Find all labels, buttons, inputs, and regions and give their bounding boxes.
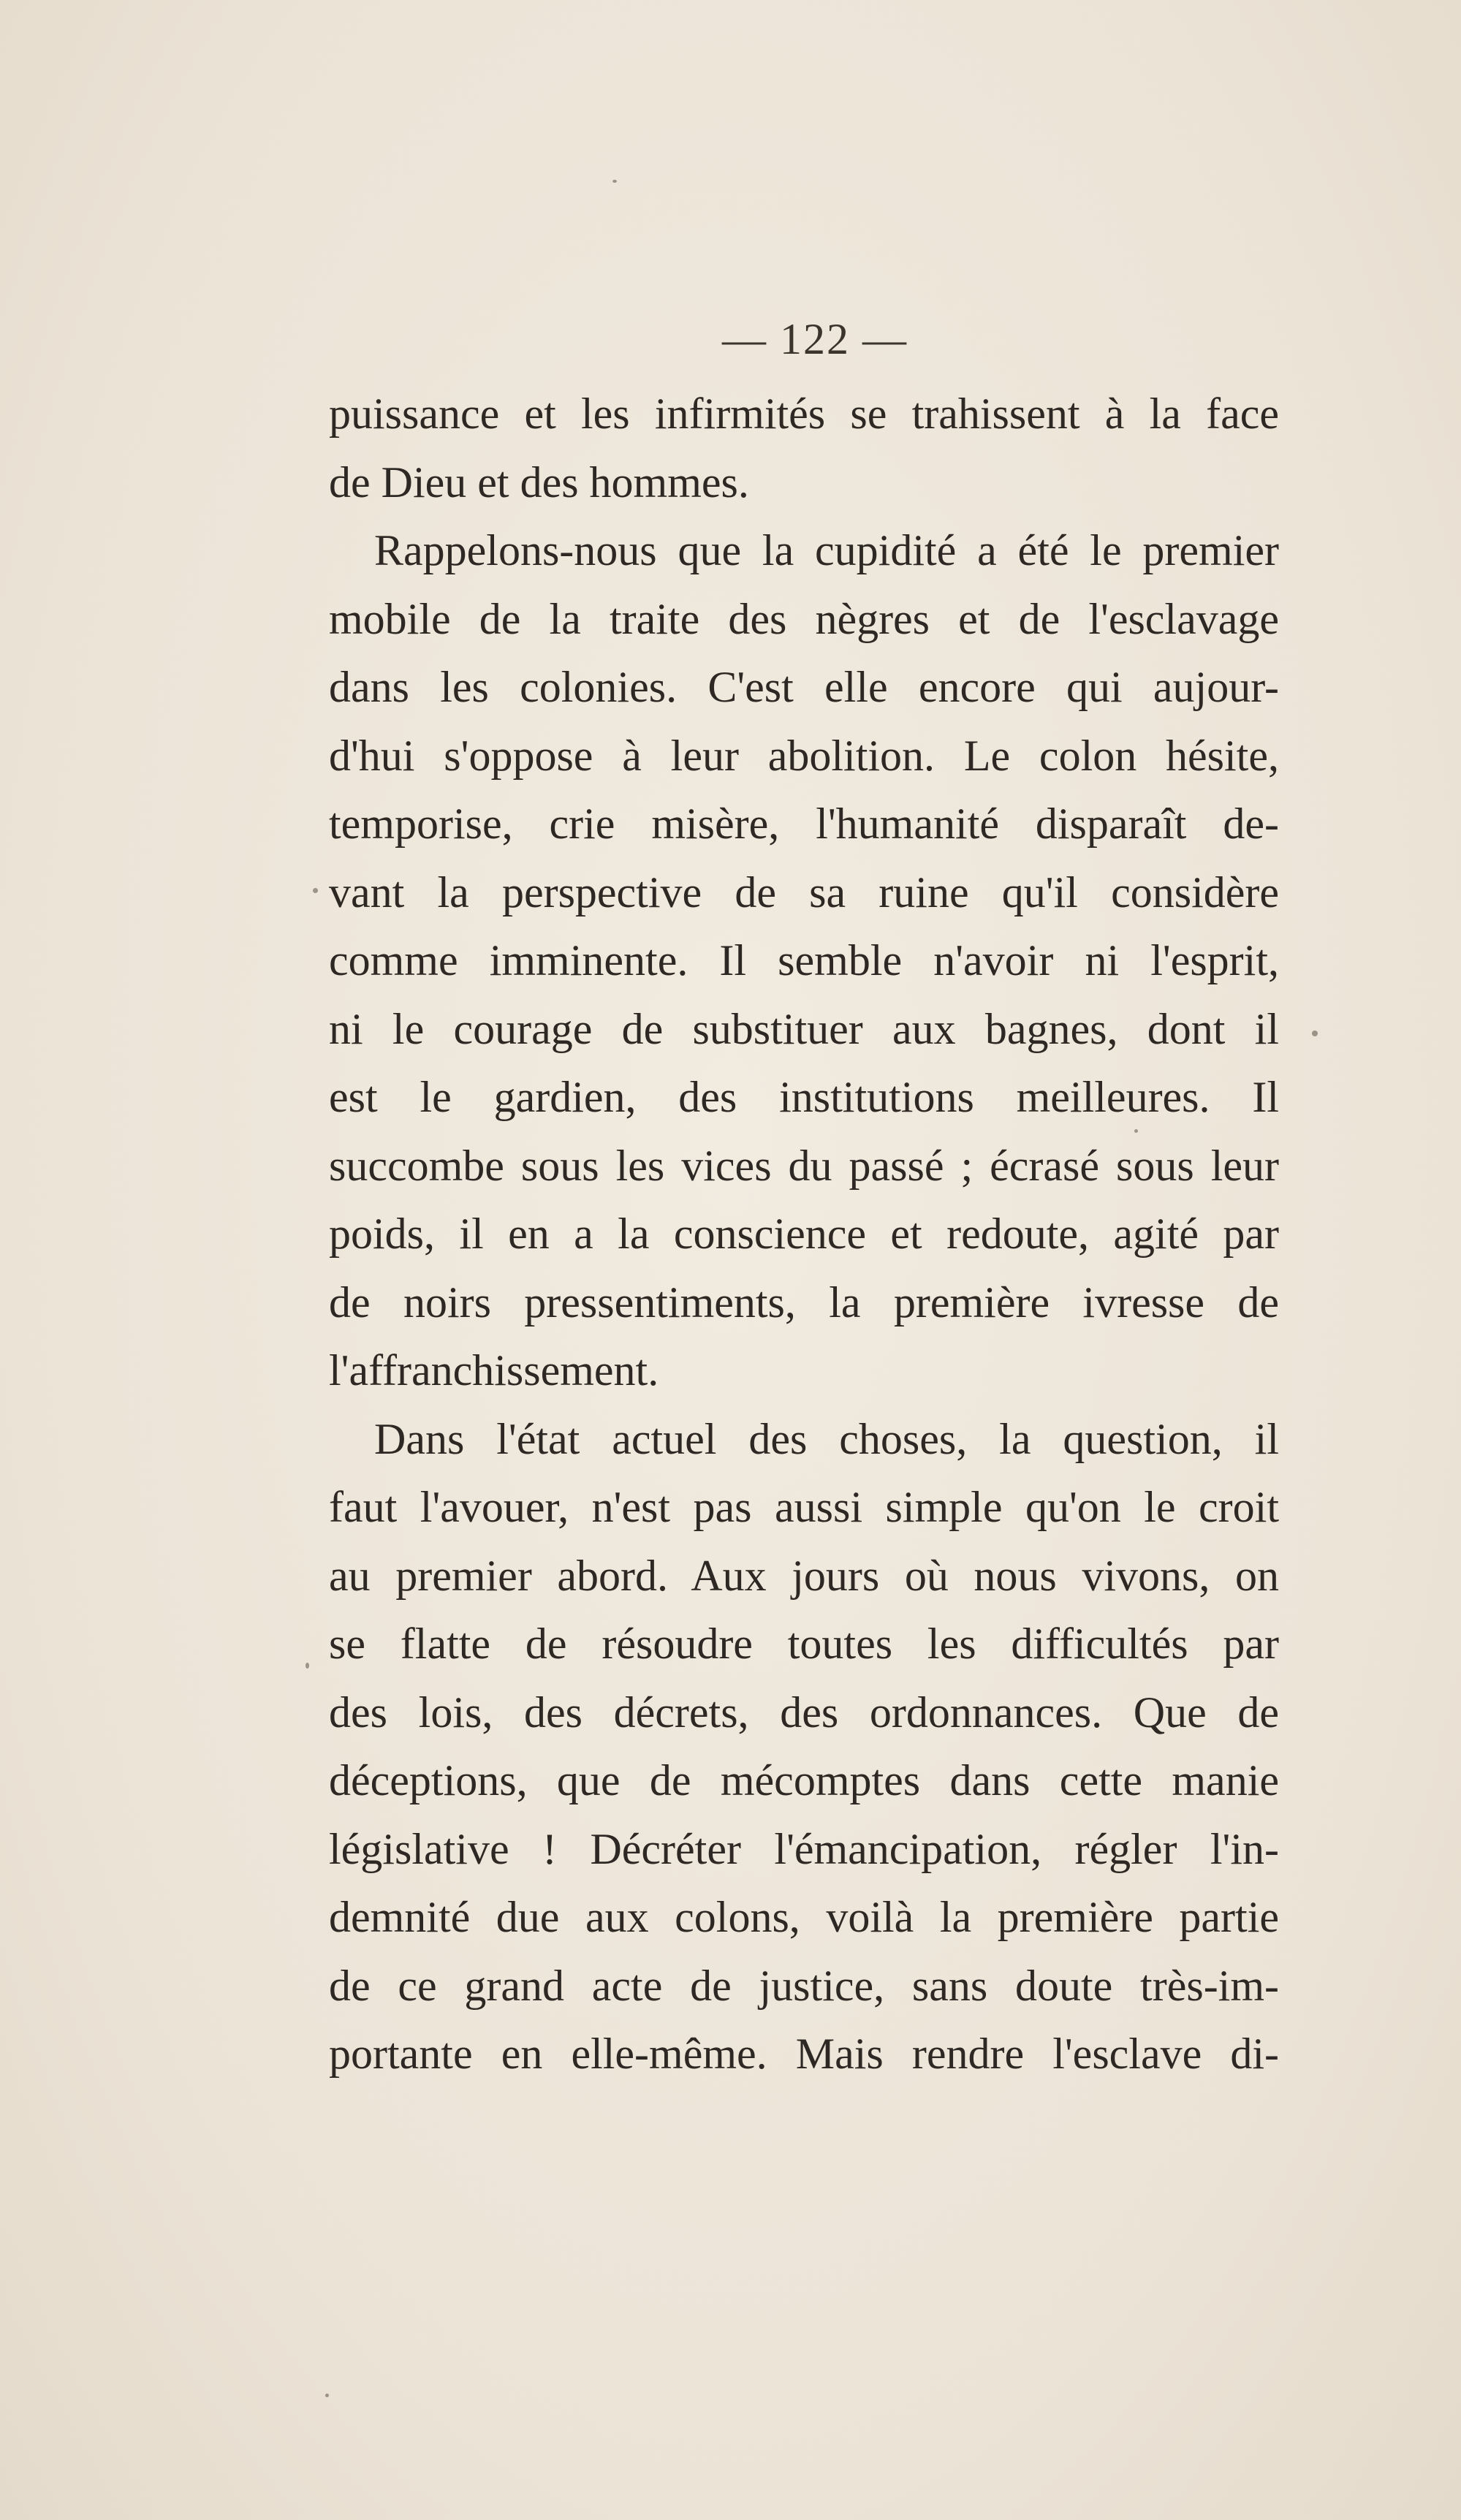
text-line: dans les colonies. C'est elle encore qui aujour- xyxy=(329,663,1279,711)
text-line: déceptions, que de mécomptes dans cette manie xyxy=(329,1756,1279,1804)
text-line: d'hui s'oppose à leur abolition. Le colon hésite, xyxy=(329,731,1279,780)
text-line: Dans l'état actuel des choses, la question, il xyxy=(374,1414,1279,1463)
text-line: succombe sous les vices du passé ; écrasé sous leur xyxy=(329,1141,1279,1190)
text-line: des lois, des décrets, des ordonnances. Que de xyxy=(329,1688,1279,1737)
text-line: de noirs pressentiments, la première ivresse de xyxy=(329,1278,1279,1327)
text-line: se flatte de résoudre toutes les difficultés par xyxy=(329,1620,1279,1668)
paper-speck xyxy=(1312,1031,1318,1036)
paper-speck xyxy=(612,180,617,183)
paper-speck xyxy=(306,1663,309,1669)
text-line: demnité due aux colons, voilà la première partie xyxy=(329,1893,1279,1941)
text-line: de Dieu et des hommes. xyxy=(329,458,749,506)
body-text xyxy=(329,380,1279,2089)
page-number: — 122 — xyxy=(722,315,908,363)
text-line: puissance et les infirmités se trahissent à la face xyxy=(329,390,1279,438)
text-line: poids, il en a la conscience et redoute, agité par xyxy=(329,1210,1279,1258)
text-line: est le gardien, des institutions meilleures. Il xyxy=(329,1073,1279,1121)
text-line: comme imminente. Il semble n'avoir ni l'esprit, xyxy=(329,936,1279,984)
paper-speck xyxy=(313,888,318,893)
text-line: de ce grand acte de justice, sans doute très-im- xyxy=(329,1961,1279,2010)
text-line: l'affranchissement. xyxy=(329,1346,659,1394)
text-line: portante en elle-même. Mais rendre l'esclave di- xyxy=(329,2030,1279,2078)
text-line: temporise, crie misère, l'humanité disparaît de- xyxy=(329,800,1279,848)
text-line: faut l'avouer, n'est pas aussi simple qu'on le croit xyxy=(329,1483,1279,1531)
text-line: législative ! Décréter l'émancipation, régler l'in- xyxy=(329,1824,1279,1873)
text-line: ni le courage de substituer aux bagnes, dont il xyxy=(329,1004,1279,1053)
text-line: vant la perspective de sa ruine qu'il considère xyxy=(329,868,1279,916)
text-line: mobile de la traite des nègres et de l'esclavage xyxy=(329,594,1279,643)
paper-speck xyxy=(325,2394,329,2397)
text-line: au premier abord. Aux jours où nous vivons, on xyxy=(329,1551,1279,1600)
paper-speck xyxy=(1134,1129,1138,1133)
text-line: Rappelons-nous que la cupidité a été le premier xyxy=(374,526,1279,574)
